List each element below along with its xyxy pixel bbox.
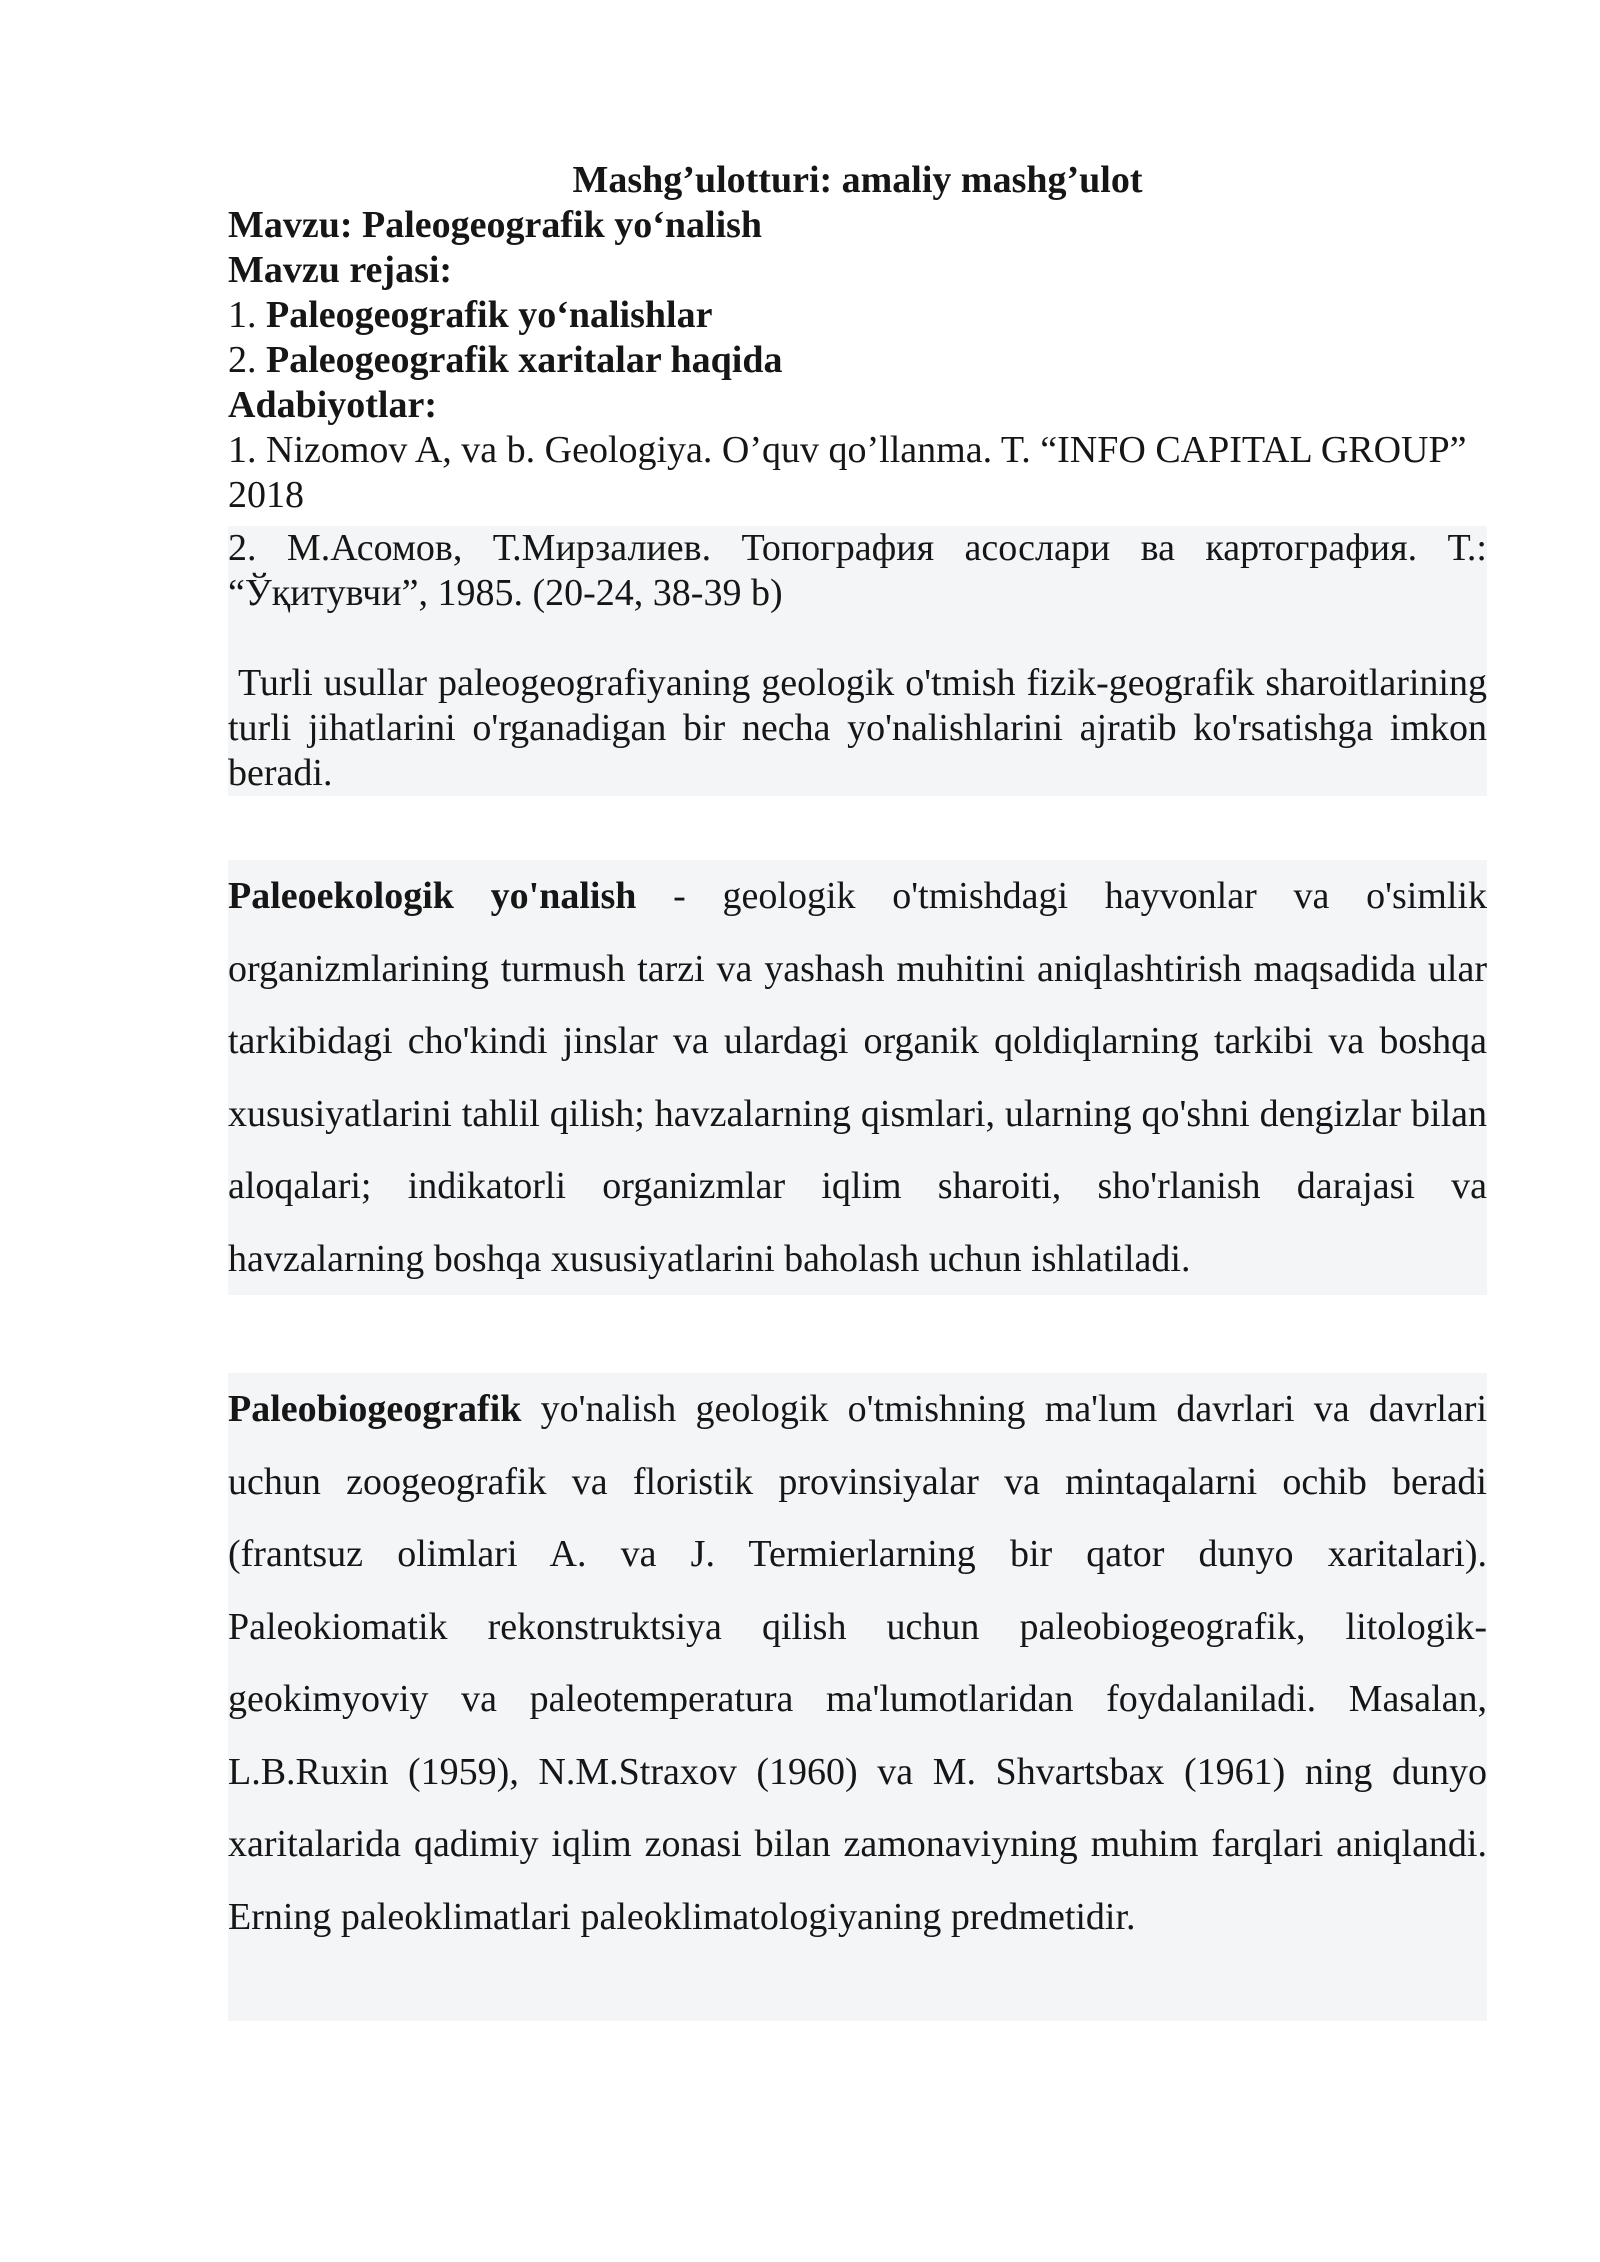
paleobiogeografik-lead: Paleobiogeografik — [228, 1388, 522, 1430]
paleobiogeografik-paragraph — [228, 1373, 1487, 2021]
highlighted-reference-block — [228, 526, 1487, 796]
plan-item-1-number: 1. — [228, 294, 266, 336]
topic-line: Mavzu: Paleogeografik yo‘nalish — [228, 204, 763, 246]
paleoekologik-paragraph — [228, 860, 1487, 1295]
page-title: Mashg’ulotturi: amaliy mashg’ulot — [572, 159, 1143, 201]
reference-item-1: 1. Nizomov A, va b. Geologiya. O’quv qo’llanma. T. “INFO CAPITAL GROUP” 2018 — [228, 429, 1467, 516]
plan-item-2-label: Paleogeografik xaritalar haqida — [266, 339, 783, 381]
literature-label: Adabiyotlar: — [228, 384, 437, 426]
paleobiogeografik-body: yo'nalish geologik o'tmishning ma'lum davrlari va davrlari uchun zoogeografik va floristik provinsiyalar va mintaqalarni ochib beradi (frantsuz olimlari A. va J. Termierlarning bir qator dunyo xaritalari). Paleokiomatik rekonstruktsiya qilish uchun paleobiogeografik, litologik-geokimyoviy va paleotemperatura ma'lumotlaridan foydalaniladi. Masalan, L.B.Ruxin (1959), N.M.Straxov (1960) va M. Shvartsbax (1961) ning dunyo xaritalarida qadimiy iqlim zonasi bilan zamonaviyning muhim farqlari aniqlandi. Erning paleoklimatlari paleoklimatologiyaning predmetidir. — [228, 1388, 1487, 1938]
plan-item-2 — [228, 338, 1487, 383]
plan-item-1-label: Paleogeografik yo‘nalishlar — [266, 294, 713, 336]
blank-line — [228, 616, 1487, 661]
overview-paragraph: Turli usullar paleogeografiyaning geologik o'tmish fizik-geografik sharoitlarining turli jihatlarini o'rganadigan bir necha yo'nalishlarini ajratib ko'rsatishga imkon beradi. — [228, 662, 1487, 794]
document-page — [228, 0, 1487, 2021]
plan-item-1 — [228, 293, 1487, 338]
paleoekologik-lead: Paleoekologik yo'nalish — [228, 875, 637, 917]
plan-label: Mavzu rejasi: — [228, 249, 453, 291]
reference-item-2: 2. М.Асомов, Т.Мирзалиев. Топография асослари ва картография. Т.: “Ўқитувчи”, 1985. (20-24, 38-39 b) — [228, 527, 1487, 614]
paleoekologik-body: - geologik o'tmishdagi hayvonlar va o'simlik organizmlarining turmush tarzi va yashash muhitini aniqlashtirish maqsadida ular tarkibidagi cho'kindi jinslar va ulardagi organik qoldiqlarning tarkibi va boshqa xususiyatlarini tahlil qilish; havzalarning qismlari, ularning qo'shni dengizlar bilan aloqalari; indikatorli organizmlar iqlim sharoiti, sho'rlanish darajasi va havzalarning boshqa xususiyatlarini baholash uchun ishlatiladi. — [228, 875, 1487, 1280]
plan-item-2-number: 2. — [228, 339, 266, 381]
